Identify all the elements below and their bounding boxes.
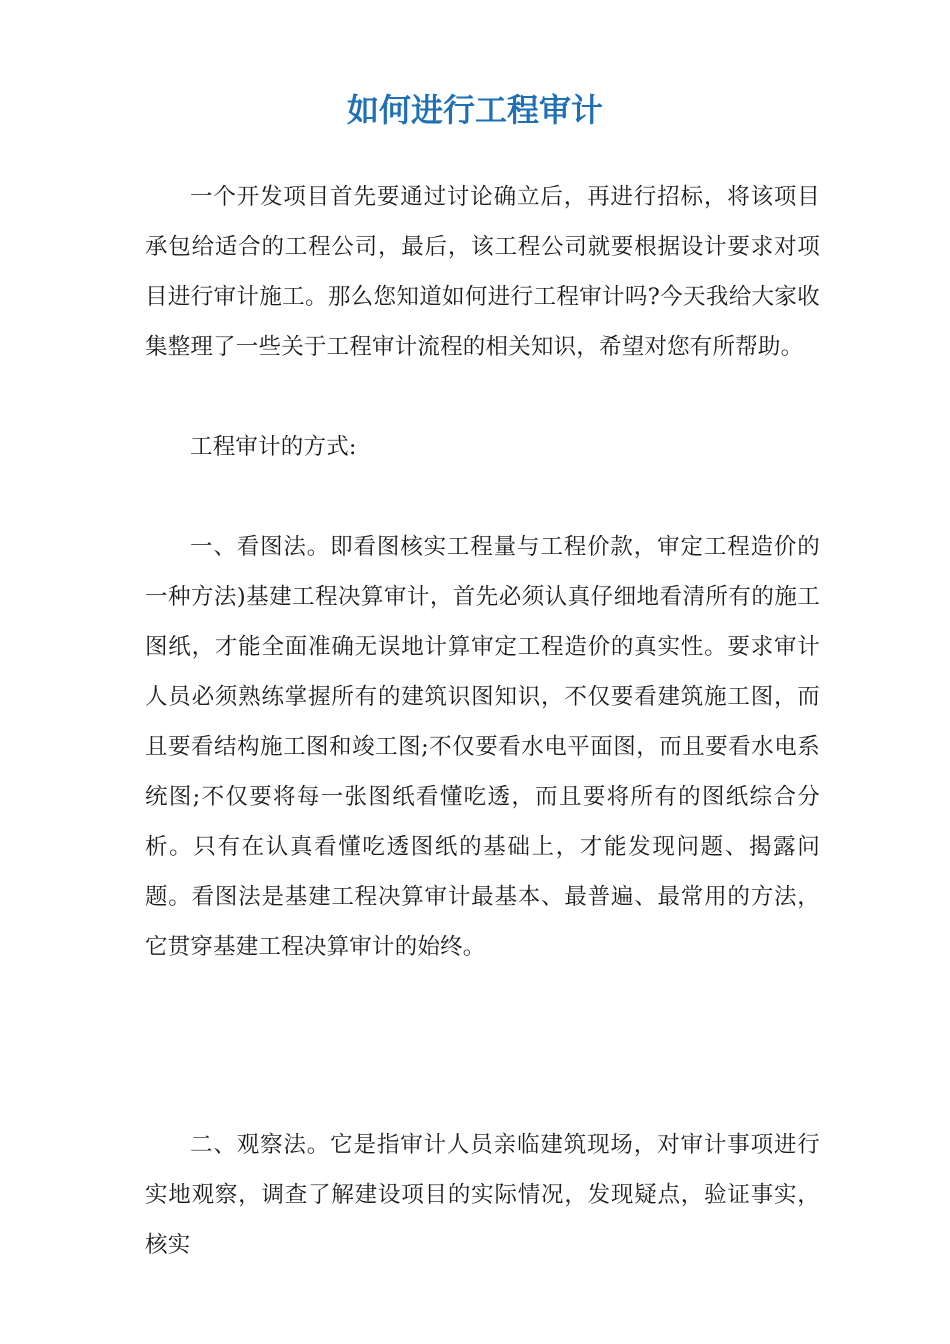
intro-paragraph: 一个开发项目首先要通过讨论确立后，再进行招标，将该项目承包给适合的工程公司，最后，该工程公司就要根据设计要求对项目进行审计施工。那么您知道如何进行工程审计吗?今天我给大家收集整理了一些关于工程审计流程的相关知识，希望对您有所帮助。: [145, 184, 820, 360]
method-1-paragraph: 一、看图法。即看图核实工程量与工程价款，审定工程造价的一种方法)基建工程决算审计，首先必须认真仔细地看清所有的施工图纸，才能全面准确无误地计算审定工程造价的真实性。要求审计人员必须熟练掌握所有的建筑识图知识，不仅要看建筑施工图，而且要看结构施工图和竣工图;不仅要看水电平面图，而且要看水电系统图;不仅要将每一张图纸看懂吃透，而且要将所有的图纸综合分析。只有在认真看懂吃透图纸的基础上，才能发现问题、揭露问题。看图法是基建工程决算审计最基本、最普遍、最常用的方法，它贯穿基建工程决算审计的始终。: [145, 534, 820, 960]
methods-heading: 工程审计的方式:: [190, 434, 357, 460]
method-2-paragraph: 二、观察法。它是指审计人员亲临建筑现场，对审计事项进行实地观察，调查了解建设项目的实际情况，发现疑点，验证事实，核实: [145, 1132, 820, 1258]
document-title: 如何进行工程审计: [346, 91, 603, 129]
